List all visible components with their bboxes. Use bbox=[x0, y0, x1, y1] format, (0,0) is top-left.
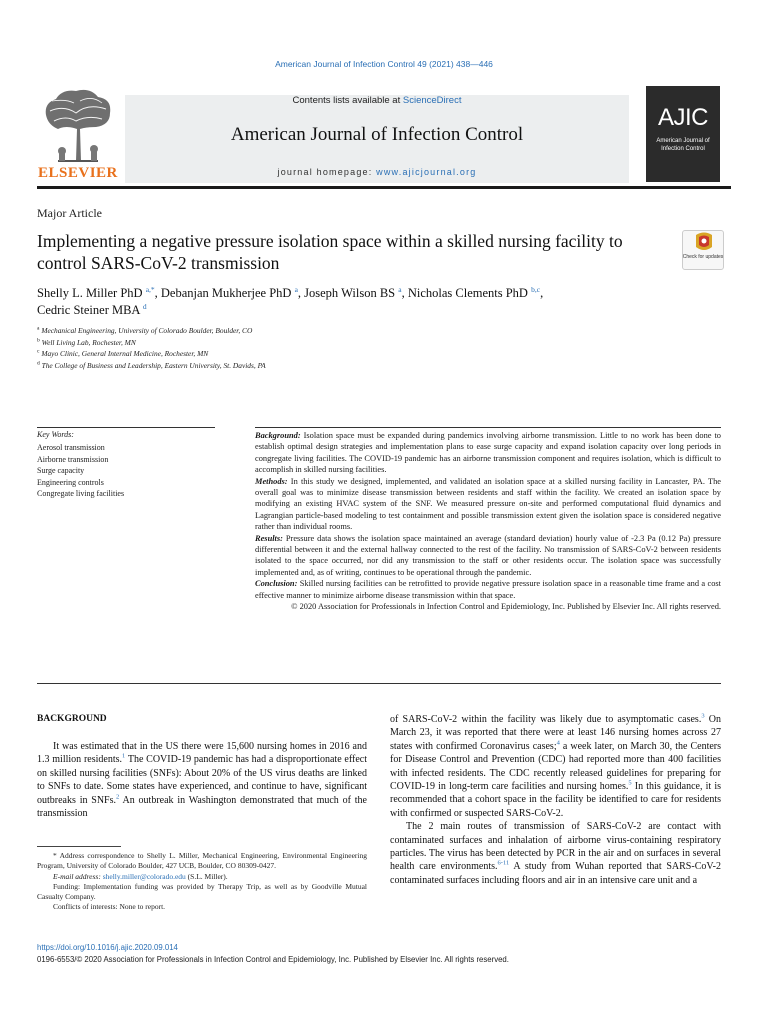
homepage-line bbox=[125, 167, 629, 177]
abstract-background: Background: Isolation space must be expanded during pandemics involving airborne transmission. Little to no work has been done to establish optimal design strategies and implementation plans to ease surge capacity and expand isolation capacity over long periods in congregate living facilities. The COVID-19 pandemic has an airborne transmission component and requires isolation, which is difficult to accomplish in skilled nursing facilities. bbox=[255, 431, 721, 475]
journal-homepage-link[interactable]: www.ajicjournal.org bbox=[376, 167, 477, 177]
abstract-results: Results: Pressure data shows the isolation space maintained an average (standard deviation) hourly value of -2.3 Pa (0.12 Pa) pressure differential between it and the external hallway connected to the rest of the facility. No transmission of SARS-CoV-2 between residents isolated to the space occurred, nor did any transmission to the staff or other residents occur. The isolation space was successfully implemented and, as of writing, continues to be operational through the pandemic. bbox=[255, 533, 721, 577]
journal-cover bbox=[646, 86, 720, 182]
footnotes bbox=[37, 851, 367, 913]
email-note: E-mail address: shelly.miller@colorado.edu (S.L. Miller). bbox=[53, 871, 228, 881]
reference-link[interactable]: 3 bbox=[701, 712, 705, 720]
keyword: Surge capacity bbox=[37, 466, 85, 475]
homepage-prefix: journal homepage: bbox=[277, 167, 377, 177]
author[interactable]: Nicholas Clements PhD $^{b,c}$ bbox=[407, 284, 541, 300]
author-list: Shelly L. Miller PhD $^{a,*}$, Debanjan Mukherjee PhD $^a$, Joseph Wilson BS $^a$, Nicholas Clements PhD $^{b,c}$, Cedric Steiner MBA $^d$ bbox=[37, 284, 544, 317]
affiliation: $^c$ Mayo Clinic, General Internal Medicine, Rochester, MN bbox=[37, 348, 209, 358]
masthead-rule bbox=[37, 186, 731, 189]
keywords-rule bbox=[37, 427, 215, 428]
body-column-left bbox=[37, 740, 367, 820]
author[interactable]: Joseph Wilson BS $^a$ bbox=[304, 284, 402, 300]
journal-cover-subtitle: American Journal of Infection Control bbox=[656, 138, 710, 152]
footnote-rule bbox=[37, 846, 121, 847]
abstract bbox=[255, 430, 721, 613]
author[interactable]: Cedric Steiner MBA $^d$ bbox=[37, 301, 147, 317]
keywords-list bbox=[37, 442, 124, 500]
reference-link[interactable]: 5 bbox=[628, 779, 632, 787]
article-type: Major Article bbox=[37, 206, 102, 220]
contents-prefix: Contents lists available at bbox=[292, 95, 403, 106]
abstract-methods: Methods: In this study we designed, implemented, and validated an isolation space at a skilled nursing facility in Lancaster, PA. The overall goal was to minimize disease transmission between residents and staff within the facility. We created an isolation space by modifying an existing HVAC system of the SNF. We measured pressure on-site and performed computational fluid dynamics and Lagrangian particle-based modeling to test containment and possible transmission extent given the isolation space is considered negative rather than individual rooms. bbox=[255, 476, 721, 532]
running-header[interactable]: American Journal of Infection Control 49 (2021) 438—446 bbox=[275, 59, 493, 69]
affiliation: $^d$ The College of Business and Leadership, Eastern University, St. Davids, PA bbox=[37, 360, 266, 370]
keyword: Congregate living facilities bbox=[37, 489, 125, 498]
elsevier-wordmark: ELSEVIER bbox=[38, 165, 118, 181]
check-for-updates-label[interactable]: Check for updates bbox=[682, 254, 724, 260]
affiliations bbox=[37, 325, 717, 371]
author[interactable]: Shelly L. Miller PhD $^{a,*}$ bbox=[37, 284, 155, 300]
abstract-bottom-rule bbox=[37, 683, 721, 684]
section-heading: BACKGROUND bbox=[37, 714, 107, 724]
journal-cover-letters: AJIC bbox=[657, 104, 708, 131]
conflicts-note: Conflicts of interests: None to report. bbox=[53, 902, 166, 912]
article-title: Implementing a negative pressure isolation space within a skilled nursing facility to control SARS-CoV-2 transmission bbox=[37, 231, 623, 273]
reference-link[interactable]: 2 bbox=[116, 793, 120, 801]
check-for-updates-button[interactable] bbox=[682, 230, 724, 270]
body-paragraph: It was estimated that in the US there were 15,600 nursing homes in 2016 and 1.3 million residents.$^1$ The COVID-19 pandemic has had a disproportionate effect on skilled nursing facilities (SNFs): About 20% of the US virus deaths are linked to SNFs to date. Some states have experienced, and continue to have, significant outbreaks in SNFs.$^2$ An outbreak in Washington demonstrated that much of the transmission bbox=[37, 741, 367, 820]
keyword: Aerosol transmission bbox=[37, 443, 105, 452]
reference-link[interactable]: 4 bbox=[556, 739, 560, 747]
reference-link[interactable]: 1 bbox=[122, 753, 126, 761]
reference-link[interactable]: 6-11 bbox=[497, 860, 510, 868]
elsevier-tree-logo bbox=[36, 85, 120, 163]
journal-title: American Journal of Infection Control bbox=[230, 124, 524, 145]
keywords-heading: Key Words: bbox=[37, 430, 74, 439]
funding-note: Funding: Implementation funding was provided by Therapy Trip, as well as by Goodville Mutual Casualty Company. bbox=[37, 881, 367, 902]
abstract-copyright: © 2020 Association for Professionals in Infection Control and Epidemiology, Inc. Published by Elsevier Inc. All rights reserved. bbox=[291, 602, 721, 612]
abstract-conclusion: Conclusion: Skilled nursing facilities can be retrofitted to provide negative pressure isolation space in a reasonable time frame and a cost effective manner to minimize airborne disease transmission within that space. bbox=[255, 579, 721, 600]
correspondence-note: * Address correspondence to Shelly L. Miller, Mechanical Engineering, Environmental Engineering Program, University of Colorado Boulder, 427 UCB, Boulder, CO 80309-0427. bbox=[37, 851, 367, 871]
contents-line bbox=[125, 95, 629, 106]
affiliation: $^b$ Well Living Lab, Rochester, MN bbox=[37, 337, 136, 347]
footer-copyright: 0196-6553/© 2020 Association for Professionals in Infection Control and Epidemiology, Inc. Published by Elsevier Inc. All rights reserved. bbox=[37, 955, 509, 964]
keyword: Airborne transmission bbox=[37, 454, 109, 464]
author[interactable]: Debanjan Mukherjee PhD $^a$ bbox=[160, 284, 298, 300]
body-paragraph: of SARS-CoV-2 within the facility was likely due to asymptomatic cases.$^3$ On March 23, it was reported that there were at least 146 nursing homes across 27 states with confirmed Coronavirus cases;$^4$ a week later, on March 30, the Centers for Disease Control and Prevention (CDC) had reported more than 400 facilities with infected residents. The CDC recently released guidelines for preparing for COVID-19 in long-term care facilities and nursing homes.$^5$ In this guidance, it is recommended that a cohort space in the facility be identified to care for residents with confirmed or suspected SARS-CoV-2. bbox=[390, 712, 722, 819]
affiliation: $^a$ Mechanical Engineering, University of Colorado Boulder, Boulder, CO bbox=[37, 325, 253, 335]
keyword: Engineering controls bbox=[37, 477, 104, 487]
sciencedirect-link[interactable]: ScienceDirect bbox=[402, 95, 462, 106]
doi-link[interactable]: https://doi.org/10.1016/j.ajic.2020.09.014 bbox=[37, 943, 178, 952]
author-email-link[interactable]: shelly.miller@colorado.edu bbox=[102, 871, 186, 881]
body-paragraph: The 2 main routes of transmission of SARS-CoV-2 are contact with contaminated surfaces and inhalation of airborne virus-containing respiratory particles. The virus has been detected by PCR in the air and on surfaces in several health care environments.$^{6-11}$ A study from Wuhan reported that SARS-CoV-2 contaminated surfaces including floors and air in an intensive care unit and a bbox=[390, 821, 721, 886]
body-column-right bbox=[390, 713, 721, 887]
abstract-rule bbox=[255, 427, 721, 428]
